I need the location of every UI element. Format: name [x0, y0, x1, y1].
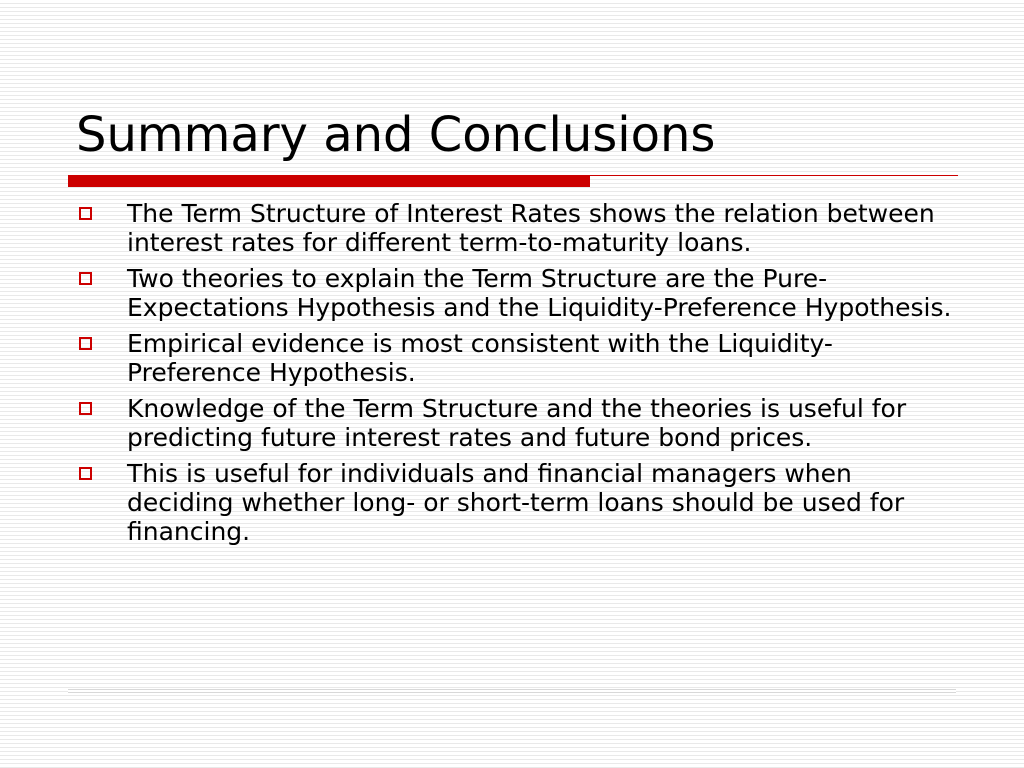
bullet-item — [76, 199, 956, 257]
title-underline-thin — [590, 175, 958, 176]
bullet-text: Empirical evidence is most consistent with the Liquidity-Preference Hypothesis. — [127, 329, 833, 387]
hollow-square-bullet-icon — [79, 402, 92, 415]
hollow-square-bullet-icon — [79, 272, 92, 285]
bullet-text: Knowledge of the Term Structure and the theories is useful for predicting future interest rates and future bond prices. — [127, 394, 907, 452]
title-underline-thick — [68, 175, 590, 187]
bullet-item — [76, 394, 956, 452]
bullet-text: Two theories to explain the Term Structure are the Pure-Expectations Hypothesis and the Liquidity-Preference Hypothesis. — [127, 264, 952, 322]
hollow-square-bullet-icon — [79, 337, 92, 350]
hollow-square-bullet-icon — [79, 207, 92, 220]
hollow-square-bullet-icon — [79, 467, 92, 480]
slide-title: Summary and Conclusions — [76, 107, 716, 163]
bullet-item — [76, 459, 956, 546]
bullet-list — [76, 199, 956, 553]
footer-divider — [68, 689, 956, 693]
bullet-item — [76, 264, 956, 322]
bullet-text: The Term Structure of Interest Rates shows the relation between interest rates for different term-to-maturity loans. — [127, 199, 935, 257]
bullet-item — [76, 329, 956, 387]
bullet-text: This is useful for individuals and financial managers when deciding whether long- or short-term loans should be used for financing. — [127, 459, 905, 546]
